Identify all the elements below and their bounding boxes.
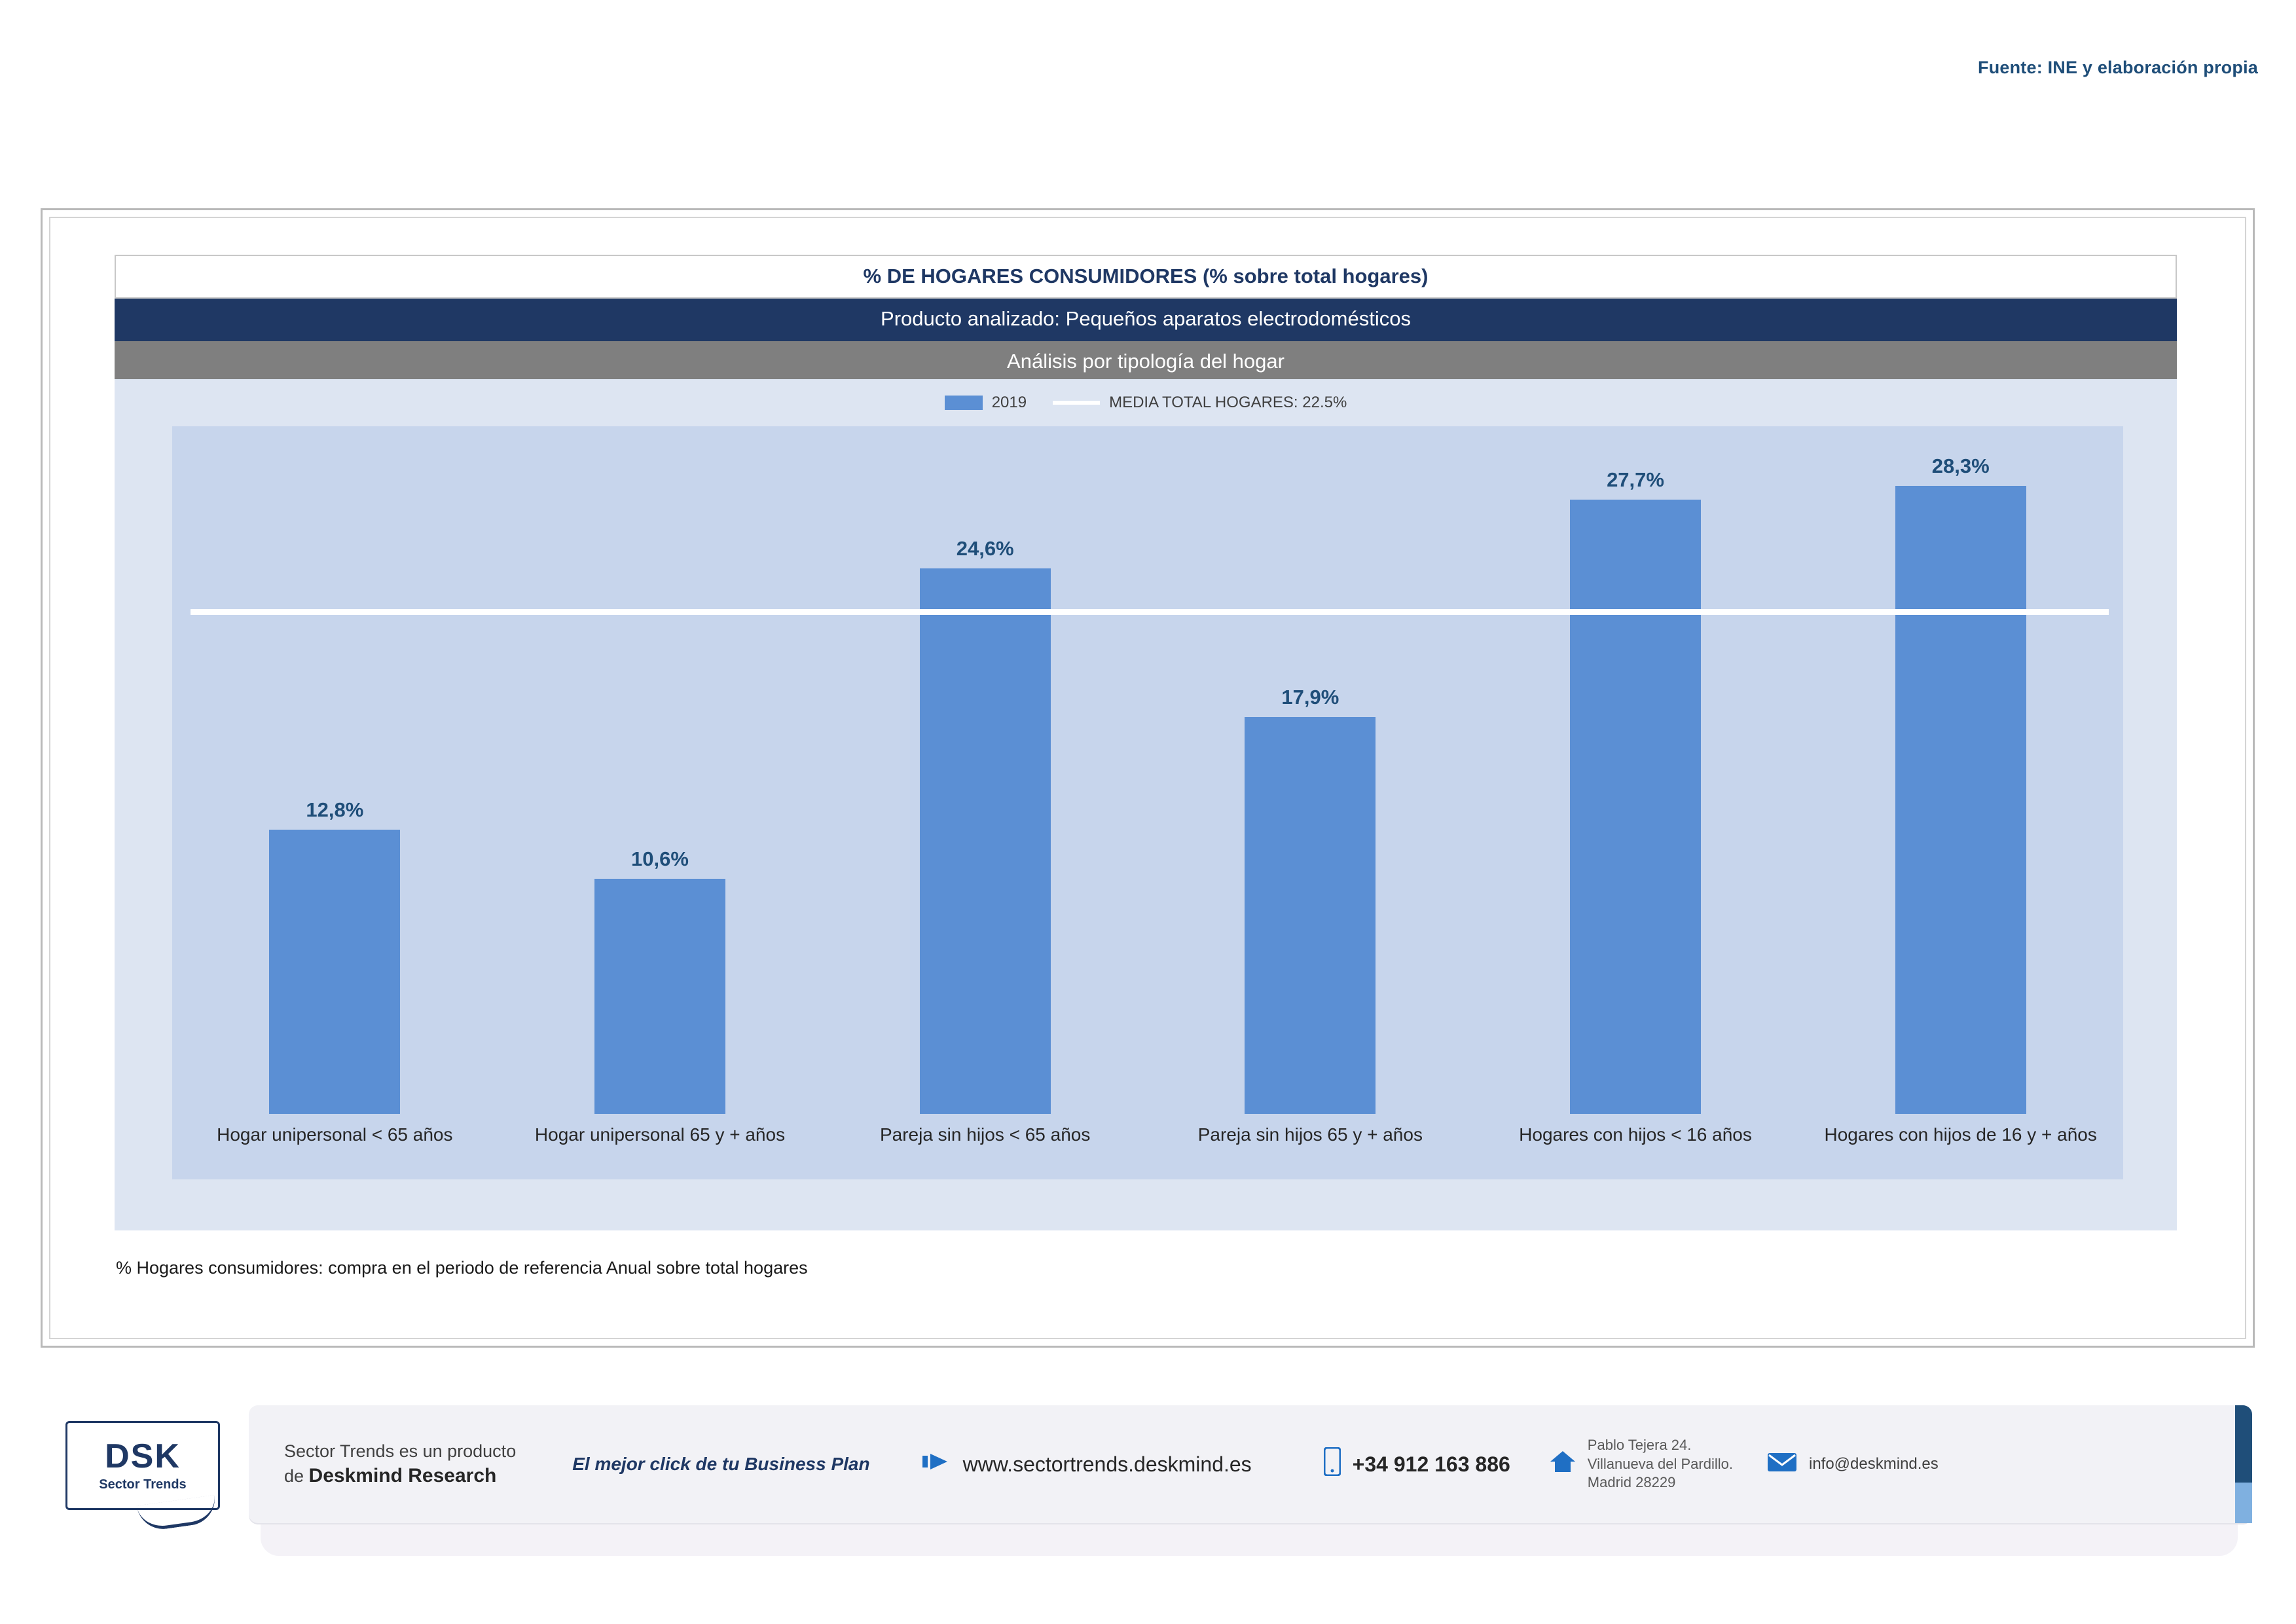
- logo-text: DSK: [105, 1437, 181, 1475]
- footer-banner: [0, 1388, 2296, 1604]
- banner-phone[interactable]: [1324, 1447, 1510, 1481]
- bar[interactable]: [269, 830, 400, 1114]
- banner-website[interactable]: [922, 1451, 1252, 1477]
- banner-product-line1: Sector Trends es un producto: [284, 1441, 517, 1461]
- banner-bar: [249, 1405, 2252, 1523]
- bar[interactable]: [594, 879, 725, 1114]
- bar-cell: [498, 426, 823, 1114]
- bar-cell: [1798, 426, 2123, 1114]
- banner-address-line1: Pablo Tejera 24.: [1587, 1437, 1692, 1454]
- chart-subtitle-analysis: Análisis por tipología del hogar: [115, 341, 2177, 384]
- logo-swoosh-icon: [137, 1495, 219, 1532]
- mean-reference-line: [191, 609, 2109, 615]
- bar[interactable]: [1895, 486, 2026, 1114]
- dsk-logo: [65, 1421, 220, 1510]
- banner-product-line2: [284, 1463, 516, 1488]
- plot-region: [172, 426, 2123, 1179]
- banner-product-text: [284, 1440, 516, 1488]
- banner-product-company: Deskmind Research: [308, 1465, 497, 1487]
- chart-panel: [41, 208, 2255, 1348]
- x-axis-label: Pareja sin hijos 65 y + años: [1197, 1124, 1423, 1145]
- arrow-right-icon: [922, 1451, 951, 1477]
- chart-area: [115, 379, 2177, 1230]
- banner-email-label: info@deskmind.es: [1808, 1455, 1939, 1473]
- banner-shadow: [261, 1518, 2238, 1556]
- legend-label-series: 2019: [991, 394, 1027, 411]
- bar-cell: [172, 426, 498, 1114]
- chart-footnote: % Hogares consumidores: compra en el periodo de referencia Anual sobre total hogares: [116, 1258, 808, 1278]
- chart-legend: [115, 394, 2177, 412]
- x-axis-label: Hogares con hijos < 16 años: [1519, 1124, 1752, 1145]
- legend-line-icon: [1053, 401, 1100, 405]
- legend-item-mean: [1053, 394, 1347, 412]
- chart-header-stack: [115, 255, 2177, 384]
- banner-address-line2: Villanueva del Pardillo.: [1587, 1455, 1733, 1472]
- bar-value-label: 27,7%: [1607, 468, 1664, 491]
- x-axis-label: Hogar unipersonal 65 y + años: [534, 1124, 786, 1145]
- banner-website-label: www.sectortrends.deskmind.es: [962, 1452, 1252, 1476]
- envelope-icon: [1767, 1452, 1797, 1477]
- chart-title: % DE HOGARES CONSUMIDORES (% sobre total hogares): [115, 255, 2177, 299]
- x-axis-label: Hogares con hijos de 16 y + años: [1824, 1124, 2097, 1145]
- bar-cell: [1148, 426, 1473, 1114]
- bar-value-label: 28,3%: [1931, 454, 1990, 477]
- bar-value-label: 12,8%: [306, 798, 364, 821]
- plot-inner: [172, 426, 2123, 1114]
- banner-claim: El mejor click de tu Business Plan: [572, 1454, 870, 1474]
- bar-value-label: 10,6%: [631, 847, 689, 870]
- banner-accent-bar-light: [2235, 1483, 2252, 1523]
- bar-value-label: 17,9%: [1281, 686, 1339, 709]
- x-axis-label: Hogar unipersonal < 65 años: [217, 1124, 453, 1145]
- banner-address-text: [1588, 1436, 1733, 1492]
- bar-cell: [822, 426, 1148, 1114]
- x-axis-labels: [172, 1114, 2123, 1146]
- banner-product-line2-prefix: de: [284, 1466, 309, 1486]
- banner-email[interactable]: [1767, 1452, 1939, 1477]
- mobile-phone-icon: [1324, 1447, 1341, 1481]
- bar[interactable]: [1245, 717, 1376, 1114]
- legend-label-mean: MEDIA TOTAL HOGARES: 22.5%: [1109, 394, 1347, 411]
- x-axis-label: Pareja sin hijos < 65 años: [879, 1124, 1091, 1145]
- banner-phone-label: +34 912 163 886: [1352, 1452, 1510, 1476]
- chart-subtitle-product: Producto analizado: Pequeños aparatos electrodomésticos: [115, 299, 2177, 341]
- bar-cell: [1473, 426, 1798, 1114]
- legend-swatch-icon: [945, 396, 983, 410]
- legend-item-series: [945, 394, 1027, 412]
- source-note: Fuente: INE y elaboración propia: [1978, 58, 2258, 77]
- bar-series-2019: [172, 426, 2123, 1114]
- banner-address-line3: Madrid 28229: [1587, 1474, 1676, 1491]
- home-icon: [1550, 1450, 1576, 1479]
- bar[interactable]: [1570, 500, 1701, 1114]
- banner-address: [1550, 1436, 1733, 1492]
- logo-subtitle: Sector Trends: [99, 1477, 187, 1492]
- bar-value-label: 24,6%: [956, 537, 1014, 560]
- bar[interactable]: [920, 568, 1051, 1114]
